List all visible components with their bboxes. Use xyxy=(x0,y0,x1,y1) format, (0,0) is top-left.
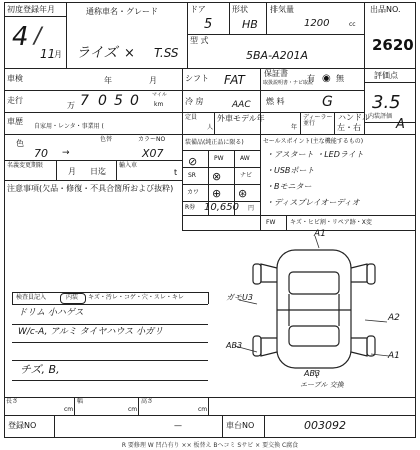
divider xyxy=(264,415,265,437)
chassis-value: 003092 xyxy=(304,419,346,432)
car-left-front-panel xyxy=(261,264,277,282)
footer-legend: R 要修理 W 凹凸有り ×× 板替え Bへコミ Sサビ × 要交換 C腐食 xyxy=(121,442,299,449)
fuel-label: 燃 料 xyxy=(266,97,285,106)
model-value: 5BA-A201A xyxy=(246,49,309,62)
divider xyxy=(214,112,215,134)
lot-value: 2620 xyxy=(372,36,414,54)
airbag-icon: ⊕ xyxy=(212,187,222,200)
month-unit: 月 xyxy=(54,50,62,59)
width-label: 幅 xyxy=(77,398,84,405)
fw-text: キズ・ヒビ割・リペア跡・X変 xyxy=(290,219,372,226)
equip-leather: カワ xyxy=(187,189,200,196)
divider xyxy=(182,68,183,134)
history-label: 車歴 xyxy=(7,117,23,126)
grade-sub: T.SS xyxy=(154,46,179,60)
history-options: 自家用・レンタ・事業用 ( xyxy=(34,123,104,130)
divider xyxy=(4,415,416,416)
warranty-no: 無 xyxy=(336,74,344,83)
divider xyxy=(12,292,13,304)
first-reg-label: 初度登録年月 xyxy=(7,5,55,14)
handle-value: 左・右 xyxy=(337,123,361,132)
warranty-label: 保証書 xyxy=(264,69,288,78)
inspection-sheet xyxy=(4,2,416,438)
divider xyxy=(12,360,208,361)
border-bottom xyxy=(4,437,416,438)
warranty-yes: 有 xyxy=(307,74,315,83)
selling-point-2: ・USBポート xyxy=(266,166,315,175)
shape-label: 形状 xyxy=(232,5,248,14)
mileage-digit-3: 5 xyxy=(114,93,123,109)
name-change-day-unit: 日迄 xyxy=(90,167,106,176)
divider xyxy=(364,82,416,83)
tax-label: 輸入車 xyxy=(119,162,138,169)
wheel-rear-right xyxy=(367,336,375,356)
car-diagram xyxy=(219,234,409,384)
mark-right-rear: A1 xyxy=(388,351,400,361)
model-label: 型 式 xyxy=(190,36,209,45)
divider xyxy=(12,304,208,305)
shaken-year-unit: 年 xyxy=(104,76,112,85)
selling-point-4: ・ディスプレイオーディオ xyxy=(266,198,360,207)
recycle-unit: 円 xyxy=(248,205,255,212)
car-right-rear-panel xyxy=(351,338,367,356)
capacity-label: 定員 xyxy=(185,114,198,121)
color-no-label: カラーNO xyxy=(138,136,166,143)
mileage-unit-man: 万 xyxy=(67,101,75,110)
car-body-outline xyxy=(277,250,351,368)
divider xyxy=(182,215,416,216)
inspector-line-4: チズ, B, xyxy=(20,363,60,376)
divider xyxy=(182,184,260,185)
equip-abs xyxy=(238,188,247,199)
selling-points-title: セールスポイント(主な機能するもの) xyxy=(263,138,364,145)
recycle-value: 10,650 xyxy=(204,202,239,213)
mark-rear-note: エーブル 交換 xyxy=(300,381,344,389)
capacity-unit: 人 xyxy=(207,124,214,131)
lot-label: 出品NO. xyxy=(370,5,401,14)
divider xyxy=(260,68,261,134)
selling-point-1: ・アスタート ・LEDライト xyxy=(266,150,364,159)
reg-no-dash: — xyxy=(174,421,182,430)
equip-tv xyxy=(212,171,221,182)
grade-value: × xyxy=(124,46,135,61)
color-value: 70 xyxy=(34,147,48,160)
inspector-label: 検査員記入 xyxy=(16,294,47,301)
wheel-rear-left xyxy=(253,336,261,356)
mark-left-rear: AB3 xyxy=(226,341,243,350)
equip-pw-code: PW xyxy=(214,155,224,162)
mileage-digit-1: 7 xyxy=(80,93,89,109)
interior-label: 内装評価 xyxy=(368,113,393,120)
divider xyxy=(364,122,416,123)
handle-label: ハンドル xyxy=(338,113,370,122)
interior-value: A xyxy=(396,117,405,132)
shift-value: FAT xyxy=(224,73,245,87)
score-value: 3.5 xyxy=(372,92,401,113)
recycle-label: R券 xyxy=(185,204,196,211)
tax-unit: t xyxy=(174,168,178,177)
divider xyxy=(300,112,301,134)
divider xyxy=(12,342,208,343)
divider xyxy=(222,415,223,437)
name-change-month-unit: 月 xyxy=(68,167,76,176)
car-rear-window xyxy=(289,326,339,346)
divider xyxy=(12,380,208,381)
selling-point-3: ・Bモニター xyxy=(266,182,312,191)
color-label: 色 xyxy=(16,139,24,148)
wheel-front-left xyxy=(253,264,261,284)
divider xyxy=(4,134,416,135)
mark-right-front: A2 xyxy=(388,313,400,323)
divider xyxy=(266,2,267,34)
inspector-line-1: ドリム 小ハゲス xyxy=(18,308,84,318)
divider xyxy=(4,112,364,113)
notes-label: 注意事項(欠品・修復・不具合箇所および抜粋) xyxy=(7,184,174,193)
divider xyxy=(12,292,208,293)
divider xyxy=(4,90,364,91)
length-unit: cm xyxy=(64,406,74,413)
equip-aw: AW xyxy=(240,155,250,162)
mark-left-front: ガモU3 xyxy=(226,293,253,302)
mileage-label: 走行 xyxy=(7,96,23,105)
color-no-value: X07 xyxy=(142,147,164,160)
mileage-digit-4: 0 xyxy=(130,93,139,109)
displacement-label: 排気量 xyxy=(270,5,294,14)
mark-leader-right xyxy=(365,320,387,322)
shaken-month-unit: 月 xyxy=(149,76,157,85)
shift-label: シフト xyxy=(185,74,209,83)
divider xyxy=(4,397,416,398)
divider xyxy=(208,397,209,415)
equip-ab xyxy=(212,188,221,199)
divider xyxy=(187,2,188,68)
door-value: 5 xyxy=(204,17,213,32)
ac-value: AAC xyxy=(232,100,251,110)
divider xyxy=(138,397,139,415)
equip-ps xyxy=(188,156,197,167)
car-name-value: ライズ xyxy=(76,45,118,61)
shape-value: HB xyxy=(242,18,258,31)
first-reg-slash: / xyxy=(34,24,42,49)
warranty-mark: ◉ xyxy=(322,73,331,84)
reg-no-label: 登録NO xyxy=(8,421,37,430)
exterior-model-label: 外車モデル年 xyxy=(217,114,265,123)
divider xyxy=(364,68,365,134)
divider xyxy=(4,68,416,69)
divider xyxy=(4,16,66,17)
displacement-unit: cc xyxy=(349,21,356,28)
width-unit: cm xyxy=(128,406,138,413)
shaken-label: 車検 xyxy=(7,74,23,83)
divider xyxy=(334,112,335,134)
equipment-title: 装備品(純正品に限る) xyxy=(185,139,244,146)
chassis-label: 車台NO xyxy=(226,421,255,430)
first-reg-year: 4 xyxy=(12,22,29,52)
height-unit: cm xyxy=(198,406,208,413)
mileage-unit-km: km xyxy=(154,101,164,108)
dealer-label: ディーラー並行 xyxy=(303,114,333,127)
tv-icon: ⊗ xyxy=(212,170,222,183)
car-right-front-panel xyxy=(351,264,367,282)
car-windshield xyxy=(289,272,339,294)
inspector-legend: キズ・汚レ・コゲ・穴・スレ・キレ xyxy=(88,294,184,301)
divider xyxy=(4,180,182,181)
color-code-label: 色替 xyxy=(100,136,113,143)
score-label: 評価点 xyxy=(374,71,398,80)
mileage-unit-mile: マイル xyxy=(152,92,167,98)
height-label: 高さ xyxy=(141,398,154,405)
divider xyxy=(66,2,67,68)
length-label: 長さ xyxy=(6,398,19,405)
ac-label: 冷 房 xyxy=(185,97,204,106)
abs-icon: ⊛ xyxy=(238,187,248,200)
divider xyxy=(12,324,208,325)
steering-icon: ⊘ xyxy=(188,155,198,168)
equip-pw xyxy=(214,156,224,162)
divider xyxy=(74,397,75,415)
mark-rear: AB3 xyxy=(304,369,321,378)
divider xyxy=(54,415,55,437)
divider xyxy=(116,160,117,180)
mileage-digit-2: 0 xyxy=(98,93,107,109)
fuel-value: G xyxy=(322,94,333,110)
divider xyxy=(208,292,209,304)
divider xyxy=(4,160,182,161)
mark-front: A1 xyxy=(314,229,326,239)
displacement-value: 1200 xyxy=(304,18,330,29)
color-arrow: → xyxy=(62,148,70,158)
inspector-line-2: W/c-A, アルミ タイヤハウス 小ガリ xyxy=(18,327,164,337)
door-label: ドア xyxy=(190,5,206,14)
car-name-label: 通称車名・グレード xyxy=(86,7,158,16)
divider xyxy=(182,230,416,231)
divider xyxy=(187,34,364,35)
divider xyxy=(364,2,365,68)
interior-tab-label: 内装 xyxy=(66,294,79,301)
name-change-label: 名義変更期限 xyxy=(7,162,44,169)
wheel-front-right xyxy=(367,264,375,284)
divider xyxy=(286,215,287,230)
warranty-sub: 取扱説明書・ナビ取説 xyxy=(263,80,314,86)
first-reg-month: 11 xyxy=(40,47,56,61)
exterior-model-unit: 年 xyxy=(291,124,298,131)
divider xyxy=(229,2,230,34)
fw-label: FW xyxy=(266,219,276,226)
car-left-rear-panel xyxy=(261,338,277,356)
equip-navi: ナビ xyxy=(240,172,253,179)
divider xyxy=(56,160,57,180)
divider xyxy=(182,150,260,151)
equip-sr: SR xyxy=(188,172,196,179)
